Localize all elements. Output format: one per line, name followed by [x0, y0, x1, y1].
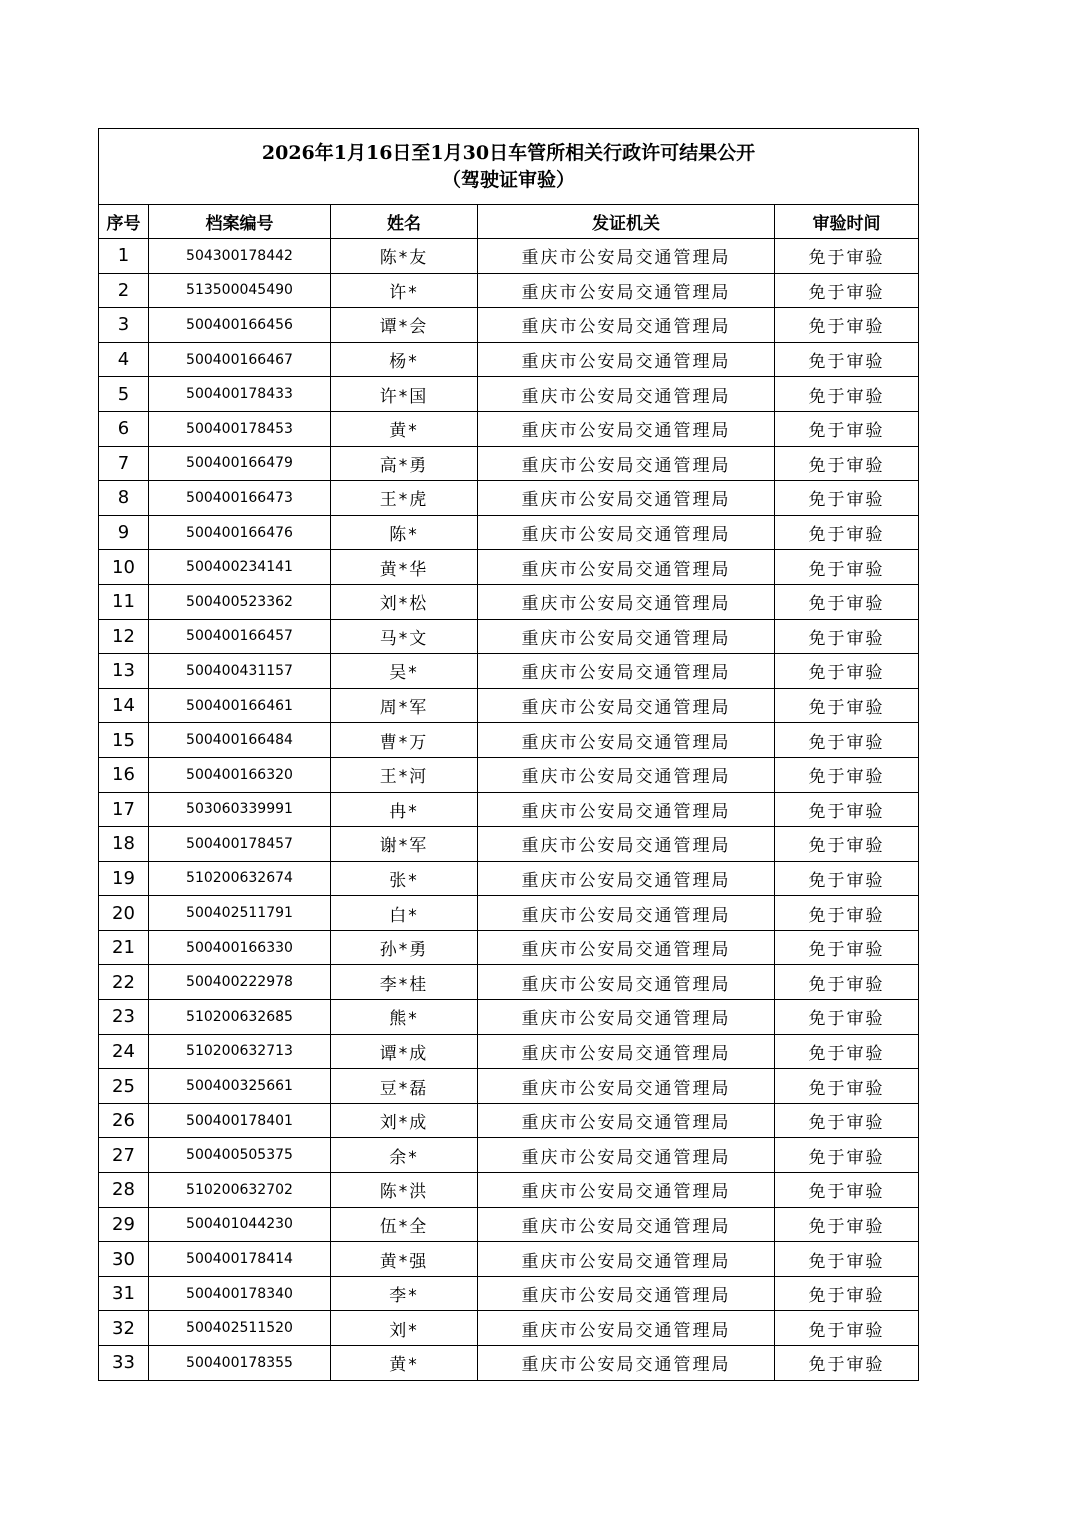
table-row: [99, 688, 919, 723]
table-row: [99, 584, 919, 619]
person-name: 黄*强: [331, 1242, 478, 1277]
file-number: 500400505375: [149, 1138, 331, 1173]
issuing-authority: 重庆市公安局交通管理局: [478, 861, 775, 896]
review-time: 免于审验: [775, 688, 919, 723]
person-name: 李*桂: [331, 965, 478, 1000]
person-name: 冉*: [331, 792, 478, 827]
issuing-authority: 重庆市公安局交通管理局: [478, 896, 775, 931]
file-number: 500400166473: [149, 481, 331, 516]
file-number: 500402511520: [149, 1311, 331, 1346]
table-row: [99, 342, 919, 377]
issuing-authority: 重庆市公安局交通管理局: [478, 446, 775, 481]
person-name: 曹*万: [331, 723, 478, 758]
person-name: 许*: [331, 273, 478, 308]
file-number: 500400166476: [149, 515, 331, 550]
file-number: 503060339991: [149, 792, 331, 827]
issuing-authority: 重庆市公安局交通管理局: [478, 1173, 775, 1208]
table-row: [99, 1242, 919, 1277]
row-number: 5: [99, 377, 149, 412]
row-number: 19: [99, 861, 149, 896]
file-number: 500401044230: [149, 1207, 331, 1242]
issuing-authority: 重庆市公安局交通管理局: [478, 550, 775, 585]
results-table: [98, 128, 919, 1381]
file-number: 500400166456: [149, 308, 331, 343]
review-time: 免于审验: [775, 619, 919, 654]
table-row: [99, 792, 919, 827]
header-name: 姓名: [331, 205, 478, 239]
row-number: 4: [99, 342, 149, 377]
issuing-authority: 重庆市公安局交通管理局: [478, 1069, 775, 1104]
table-row: [99, 550, 919, 585]
person-name: 黄*华: [331, 550, 478, 585]
row-number: 2: [99, 273, 149, 308]
person-name: 杨*: [331, 342, 478, 377]
issuing-authority: 重庆市公安局交通管理局: [478, 515, 775, 550]
row-number: 10: [99, 550, 149, 585]
table-row: [99, 1069, 919, 1104]
row-number: 12: [99, 619, 149, 654]
table-row: [99, 965, 919, 1000]
table-row: [99, 1034, 919, 1069]
table-row: [99, 1311, 919, 1346]
review-time: 免于审验: [775, 1276, 919, 1311]
row-number: 20: [99, 896, 149, 931]
table-row: [99, 411, 919, 446]
table-row: [99, 1346, 919, 1381]
row-number: 13: [99, 654, 149, 689]
review-time: 免于审验: [775, 550, 919, 585]
issuing-authority: 重庆市公安局交通管理局: [478, 239, 775, 274]
issuing-authority: 重庆市公安局交通管理局: [478, 1207, 775, 1242]
file-number: 500400166461: [149, 688, 331, 723]
person-name: 吴*: [331, 654, 478, 689]
table-row: [99, 515, 919, 550]
row-number: 29: [99, 1207, 149, 1242]
row-number: 32: [99, 1311, 149, 1346]
table-row: [99, 654, 919, 689]
title-main: 2026年1月16日至1月30日车管所相关行政许可结果公开: [261, 141, 756, 164]
review-time: 免于审验: [775, 1138, 919, 1173]
row-number: 24: [99, 1034, 149, 1069]
review-time: 免于审验: [775, 1034, 919, 1069]
issuing-authority: 重庆市公安局交通管理局: [478, 1000, 775, 1035]
row-number: 22: [99, 965, 149, 1000]
row-number: 9: [99, 515, 149, 550]
issuing-authority: 重庆市公安局交通管理局: [478, 411, 775, 446]
file-number: 500400166479: [149, 446, 331, 481]
review-time: 免于审验: [775, 1000, 919, 1035]
issuing-authority: 重庆市公安局交通管理局: [478, 965, 775, 1000]
issuing-authority: 重庆市公安局交通管理局: [478, 308, 775, 343]
file-number: 500400178355: [149, 1346, 331, 1381]
review-time: 免于审验: [775, 342, 919, 377]
table-row: [99, 239, 919, 274]
review-time: 免于审验: [775, 584, 919, 619]
title-subtitle: （驾驶证审验）: [441, 168, 575, 191]
table-row: [99, 896, 919, 931]
document-title: [99, 129, 919, 205]
issuing-authority: 重庆市公安局交通管理局: [478, 1276, 775, 1311]
file-number: 500400178414: [149, 1242, 331, 1277]
person-name: 许*国: [331, 377, 478, 412]
file-number: 500400178340: [149, 1276, 331, 1311]
file-number: 500400178401: [149, 1103, 331, 1138]
review-time: 免于审验: [775, 239, 919, 274]
person-name: 黄*: [331, 1346, 478, 1381]
issuing-authority: 重庆市公安局交通管理局: [478, 1311, 775, 1346]
review-time: 免于审验: [775, 515, 919, 550]
person-name: 孙*勇: [331, 930, 478, 965]
issuing-authority: 重庆市公安局交通管理局: [478, 377, 775, 412]
issuing-authority: 重庆市公安局交通管理局: [478, 273, 775, 308]
file-number: 500400166330: [149, 930, 331, 965]
row-number: 23: [99, 1000, 149, 1035]
person-name: 周*军: [331, 688, 478, 723]
row-number: 6: [99, 411, 149, 446]
issuing-authority: 重庆市公安局交通管理局: [478, 1034, 775, 1069]
review-time: 免于审验: [775, 481, 919, 516]
file-number: 500400178453: [149, 411, 331, 446]
table-header-row: [99, 205, 919, 239]
review-time: 免于审验: [775, 1103, 919, 1138]
review-time: 免于审验: [775, 896, 919, 931]
row-number: 1: [99, 239, 149, 274]
issuing-authority: 重庆市公安局交通管理局: [478, 584, 775, 619]
person-name: 高*勇: [331, 446, 478, 481]
review-time: 免于审验: [775, 1173, 919, 1208]
row-number: 27: [99, 1138, 149, 1173]
review-time: 免于审验: [775, 1311, 919, 1346]
person-name: 李*: [331, 1276, 478, 1311]
person-name: 豆*磊: [331, 1069, 478, 1104]
person-name: 陈*友: [331, 239, 478, 274]
file-number: 500400178457: [149, 827, 331, 862]
file-number: 513500045490: [149, 273, 331, 308]
person-name: 马*文: [331, 619, 478, 654]
file-number: 500402511791: [149, 896, 331, 931]
file-number: 500400166484: [149, 723, 331, 758]
review-time: 免于审验: [775, 1069, 919, 1104]
person-name: 张*: [331, 861, 478, 896]
issuing-authority: 重庆市公安局交通管理局: [478, 757, 775, 792]
review-time: 免于审验: [775, 930, 919, 965]
table-row: [99, 308, 919, 343]
table-row: [99, 481, 919, 516]
review-time: 免于审验: [775, 1242, 919, 1277]
review-time: 免于审验: [775, 377, 919, 412]
file-number: 510200632674: [149, 861, 331, 896]
header-no: 序号: [99, 205, 149, 239]
row-number: 31: [99, 1276, 149, 1311]
review-time: 免于审验: [775, 965, 919, 1000]
person-name: 刘*: [331, 1311, 478, 1346]
person-name: 刘*成: [331, 1103, 478, 1138]
file-number: 500400178433: [149, 377, 331, 412]
person-name: 余*: [331, 1138, 478, 1173]
issuing-authority: 重庆市公安局交通管理局: [478, 930, 775, 965]
review-time: 免于审验: [775, 1207, 919, 1242]
header-org: 发证机关: [478, 205, 775, 239]
row-number: 3: [99, 308, 149, 343]
file-number: 500400166457: [149, 619, 331, 654]
table-row: [99, 827, 919, 862]
person-name: 王*虎: [331, 481, 478, 516]
table-row: [99, 757, 919, 792]
file-number: 510200632685: [149, 1000, 331, 1035]
file-number: 500400234141: [149, 550, 331, 585]
review-time: 免于审验: [775, 273, 919, 308]
table-row: [99, 446, 919, 481]
person-name: 黄*: [331, 411, 478, 446]
file-number: 500400325661: [149, 1069, 331, 1104]
table-row: [99, 273, 919, 308]
header-file-no: 档案编号: [149, 205, 331, 239]
issuing-authority: 重庆市公安局交通管理局: [478, 1138, 775, 1173]
file-number: 500400166320: [149, 757, 331, 792]
review-time: 免于审验: [775, 792, 919, 827]
review-time: 免于审验: [775, 654, 919, 689]
table-row: [99, 1138, 919, 1173]
review-time: 免于审验: [775, 1346, 919, 1381]
table-row: [99, 619, 919, 654]
issuing-authority: 重庆市公安局交通管理局: [478, 1242, 775, 1277]
issuing-authority: 重庆市公安局交通管理局: [478, 342, 775, 377]
review-time: 免于审验: [775, 827, 919, 862]
file-number: 500400166467: [149, 342, 331, 377]
table-row: [99, 1103, 919, 1138]
person-name: 谢*军: [331, 827, 478, 862]
row-number: 8: [99, 481, 149, 516]
issuing-authority: 重庆市公安局交通管理局: [478, 792, 775, 827]
row-number: 30: [99, 1242, 149, 1277]
file-number: 500400431157: [149, 654, 331, 689]
file-number: 500400523362: [149, 584, 331, 619]
issuing-authority: 重庆市公安局交通管理局: [478, 723, 775, 758]
issuing-authority: 重庆市公安局交通管理局: [478, 1103, 775, 1138]
row-number: 28: [99, 1173, 149, 1208]
table-row: [99, 1276, 919, 1311]
row-number: 26: [99, 1103, 149, 1138]
person-name: 谭*成: [331, 1034, 478, 1069]
row-number: 7: [99, 446, 149, 481]
person-name: 熊*: [331, 1000, 478, 1035]
file-number: 510200632702: [149, 1173, 331, 1208]
header-time: 审验时间: [775, 205, 919, 239]
person-name: 刘*松: [331, 584, 478, 619]
person-name: 白*: [331, 896, 478, 931]
person-name: 伍*全: [331, 1207, 478, 1242]
table-row: [99, 1173, 919, 1208]
issuing-authority: 重庆市公安局交通管理局: [478, 688, 775, 723]
table-row: [99, 1207, 919, 1242]
review-time: 免于审验: [775, 411, 919, 446]
review-time: 免于审验: [775, 446, 919, 481]
row-number: 33: [99, 1346, 149, 1381]
table-body: [99, 239, 919, 1381]
table-row: [99, 1000, 919, 1035]
person-name: 王*河: [331, 757, 478, 792]
person-name: 陈*洪: [331, 1173, 478, 1208]
issuing-authority: 重庆市公安局交通管理局: [478, 481, 775, 516]
row-number: 17: [99, 792, 149, 827]
row-number: 14: [99, 688, 149, 723]
row-number: 11: [99, 584, 149, 619]
row-number: 15: [99, 723, 149, 758]
review-time: 免于审验: [775, 757, 919, 792]
issuing-authority: 重庆市公安局交通管理局: [478, 654, 775, 689]
file-number: 504300178442: [149, 239, 331, 274]
table-row: [99, 930, 919, 965]
issuing-authority: 重庆市公安局交通管理局: [478, 1346, 775, 1381]
file-number: 510200632713: [149, 1034, 331, 1069]
row-number: 16: [99, 757, 149, 792]
table-row: [99, 861, 919, 896]
table-row: [99, 723, 919, 758]
review-time: 免于审验: [775, 723, 919, 758]
issuing-authority: 重庆市公安局交通管理局: [478, 827, 775, 862]
person-name: 陈*: [331, 515, 478, 550]
issuing-authority: 重庆市公安局交通管理局: [478, 619, 775, 654]
review-time: 免于审验: [775, 308, 919, 343]
row-number: 21: [99, 930, 149, 965]
table-row: [99, 377, 919, 412]
person-name: 谭*会: [331, 308, 478, 343]
file-number: 500400222978: [149, 965, 331, 1000]
review-time: 免于审验: [775, 861, 919, 896]
row-number: 18: [99, 827, 149, 862]
row-number: 25: [99, 1069, 149, 1104]
